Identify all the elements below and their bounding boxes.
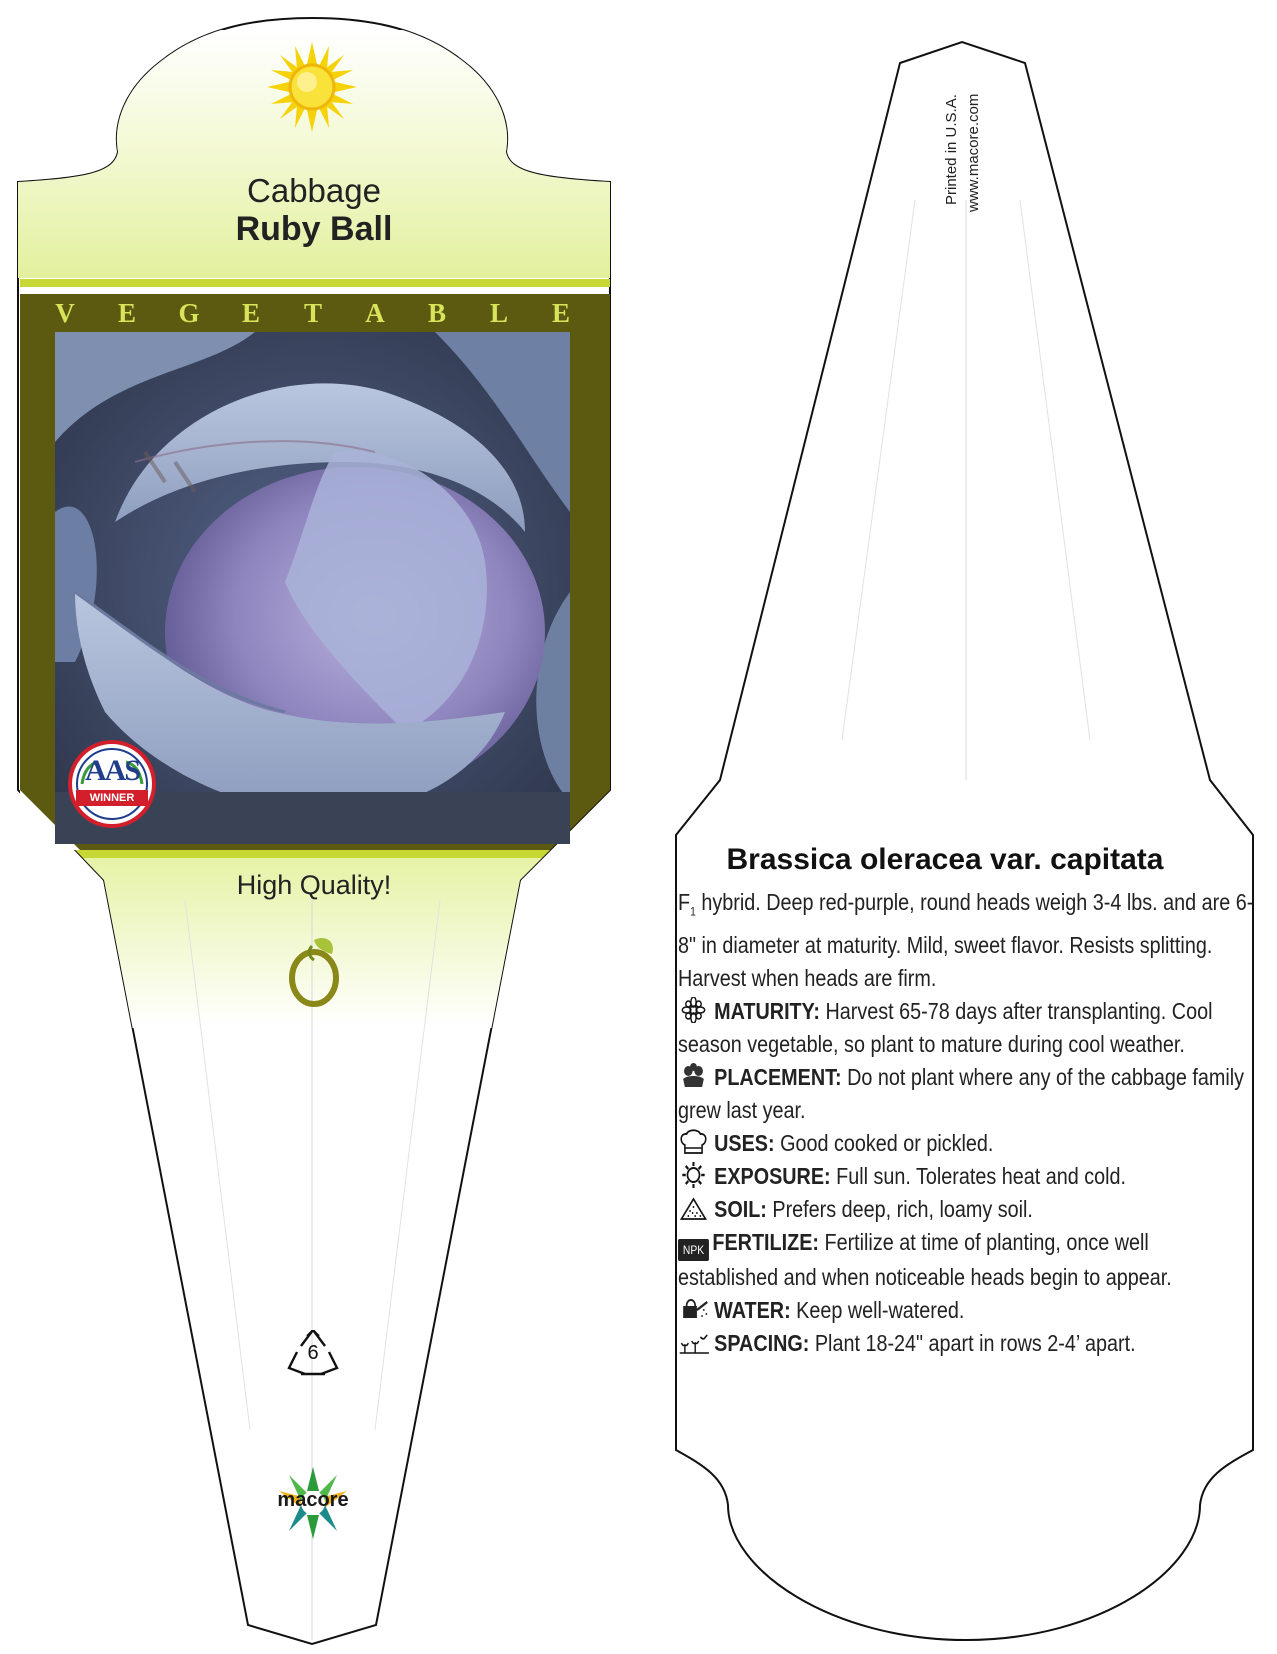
- category-letter: T: [303, 298, 322, 328]
- maturity-text: Harvest 65-78 days after transplanting. Cool season vegetable, so plant to mature during cool weather.: [678, 997, 1213, 1057]
- care-description: [678, 886, 1254, 1360]
- exposure-heading: EXPOSURE:: [714, 1162, 831, 1189]
- placement-text: Do not plant where any of the cabbage family grew last year.: [678, 1063, 1245, 1123]
- section-uses: [678, 1127, 1254, 1160]
- soil-text: Prefers deep, rich, loamy soil.: [766, 1195, 1033, 1222]
- printed-location: Printed in U.S.A.: [943, 94, 960, 205]
- sun-outline-icon: [678, 1162, 711, 1188]
- category-letter: G: [178, 298, 200, 328]
- botanical-name: Brassica oleracea var. capitata: [726, 843, 1164, 876]
- water-text: Keep well-watered.: [790, 1296, 965, 1323]
- aas-badge-title: AAS: [84, 754, 139, 787]
- seedlings-icon: [678, 1329, 711, 1355]
- uses-heading: USES:: [714, 1129, 775, 1156]
- category-letter: A: [365, 298, 385, 328]
- category-letter: V: [55, 298, 75, 328]
- category-letter: E: [241, 298, 260, 328]
- variety-name: Ruby Ball: [235, 210, 393, 248]
- intro-body: hybrid. Deep red-purple, round heads weigh 3-4 lbs. and are 6-8" in diameter at maturity. Mild, sweet flavor. Resists splitting. Harvest when heads are firm.: [678, 889, 1254, 991]
- section-spacing: [678, 1327, 1254, 1360]
- soil-icon: [678, 1195, 711, 1221]
- spacing-heading: SPACING:: [714, 1329, 810, 1356]
- exposure-text: Full sun. Tolerates heat and cold.: [830, 1162, 1127, 1189]
- sun-icon: [267, 42, 357, 132]
- soil-heading: SOIL:: [714, 1195, 767, 1222]
- brand-name: macore: [277, 1489, 349, 1511]
- tagline: High Quality!: [236, 870, 392, 900]
- intro-text: [678, 886, 1254, 995]
- fertilize-text: Fertilize at time of planting, once well established and when noticeable heads begin to appear.: [678, 1228, 1172, 1290]
- hybrid-subscript: 1: [690, 904, 696, 919]
- category-letter: L: [489, 298, 508, 328]
- uses-text: Good cooked or pickled.: [774, 1129, 994, 1156]
- category-letter: E: [551, 298, 570, 328]
- aas-badge-subtitle: WINNER: [89, 792, 135, 804]
- plant-type: Cabbage: [247, 172, 381, 209]
- seed-logo-icon: [286, 930, 342, 1010]
- maturity-heading: MATURITY:: [714, 997, 820, 1024]
- spacing-text: Plant 18-24" apart in rows 2-4’ apart.: [809, 1329, 1136, 1356]
- placement-heading: PLACEMENT:: [714, 1063, 842, 1090]
- npk-icon: NPK: [678, 1239, 709, 1261]
- recycle-number: 6: [307, 1342, 319, 1364]
- section-exposure: [678, 1160, 1254, 1193]
- website: www.macore.com: [965, 93, 982, 212]
- section-fertilize: [678, 1226, 1254, 1294]
- back-tag-outline: [676, 42, 1253, 1640]
- plant-icon: [678, 1063, 711, 1089]
- category-letter: B: [427, 298, 446, 328]
- section-soil: [678, 1193, 1254, 1226]
- chef-hat-icon: [678, 1129, 711, 1155]
- section-water: [678, 1294, 1254, 1327]
- section-placement: [678, 1061, 1254, 1127]
- category-letter: E: [117, 298, 136, 328]
- section-maturity: [678, 995, 1254, 1061]
- watering-can-icon: [678, 1296, 711, 1322]
- hybrid-prefix: F: [678, 889, 691, 915]
- fertilize-heading: FERTILIZE:: [712, 1228, 819, 1255]
- flower-icon: [678, 997, 711, 1023]
- water-heading: WATER:: [714, 1296, 791, 1323]
